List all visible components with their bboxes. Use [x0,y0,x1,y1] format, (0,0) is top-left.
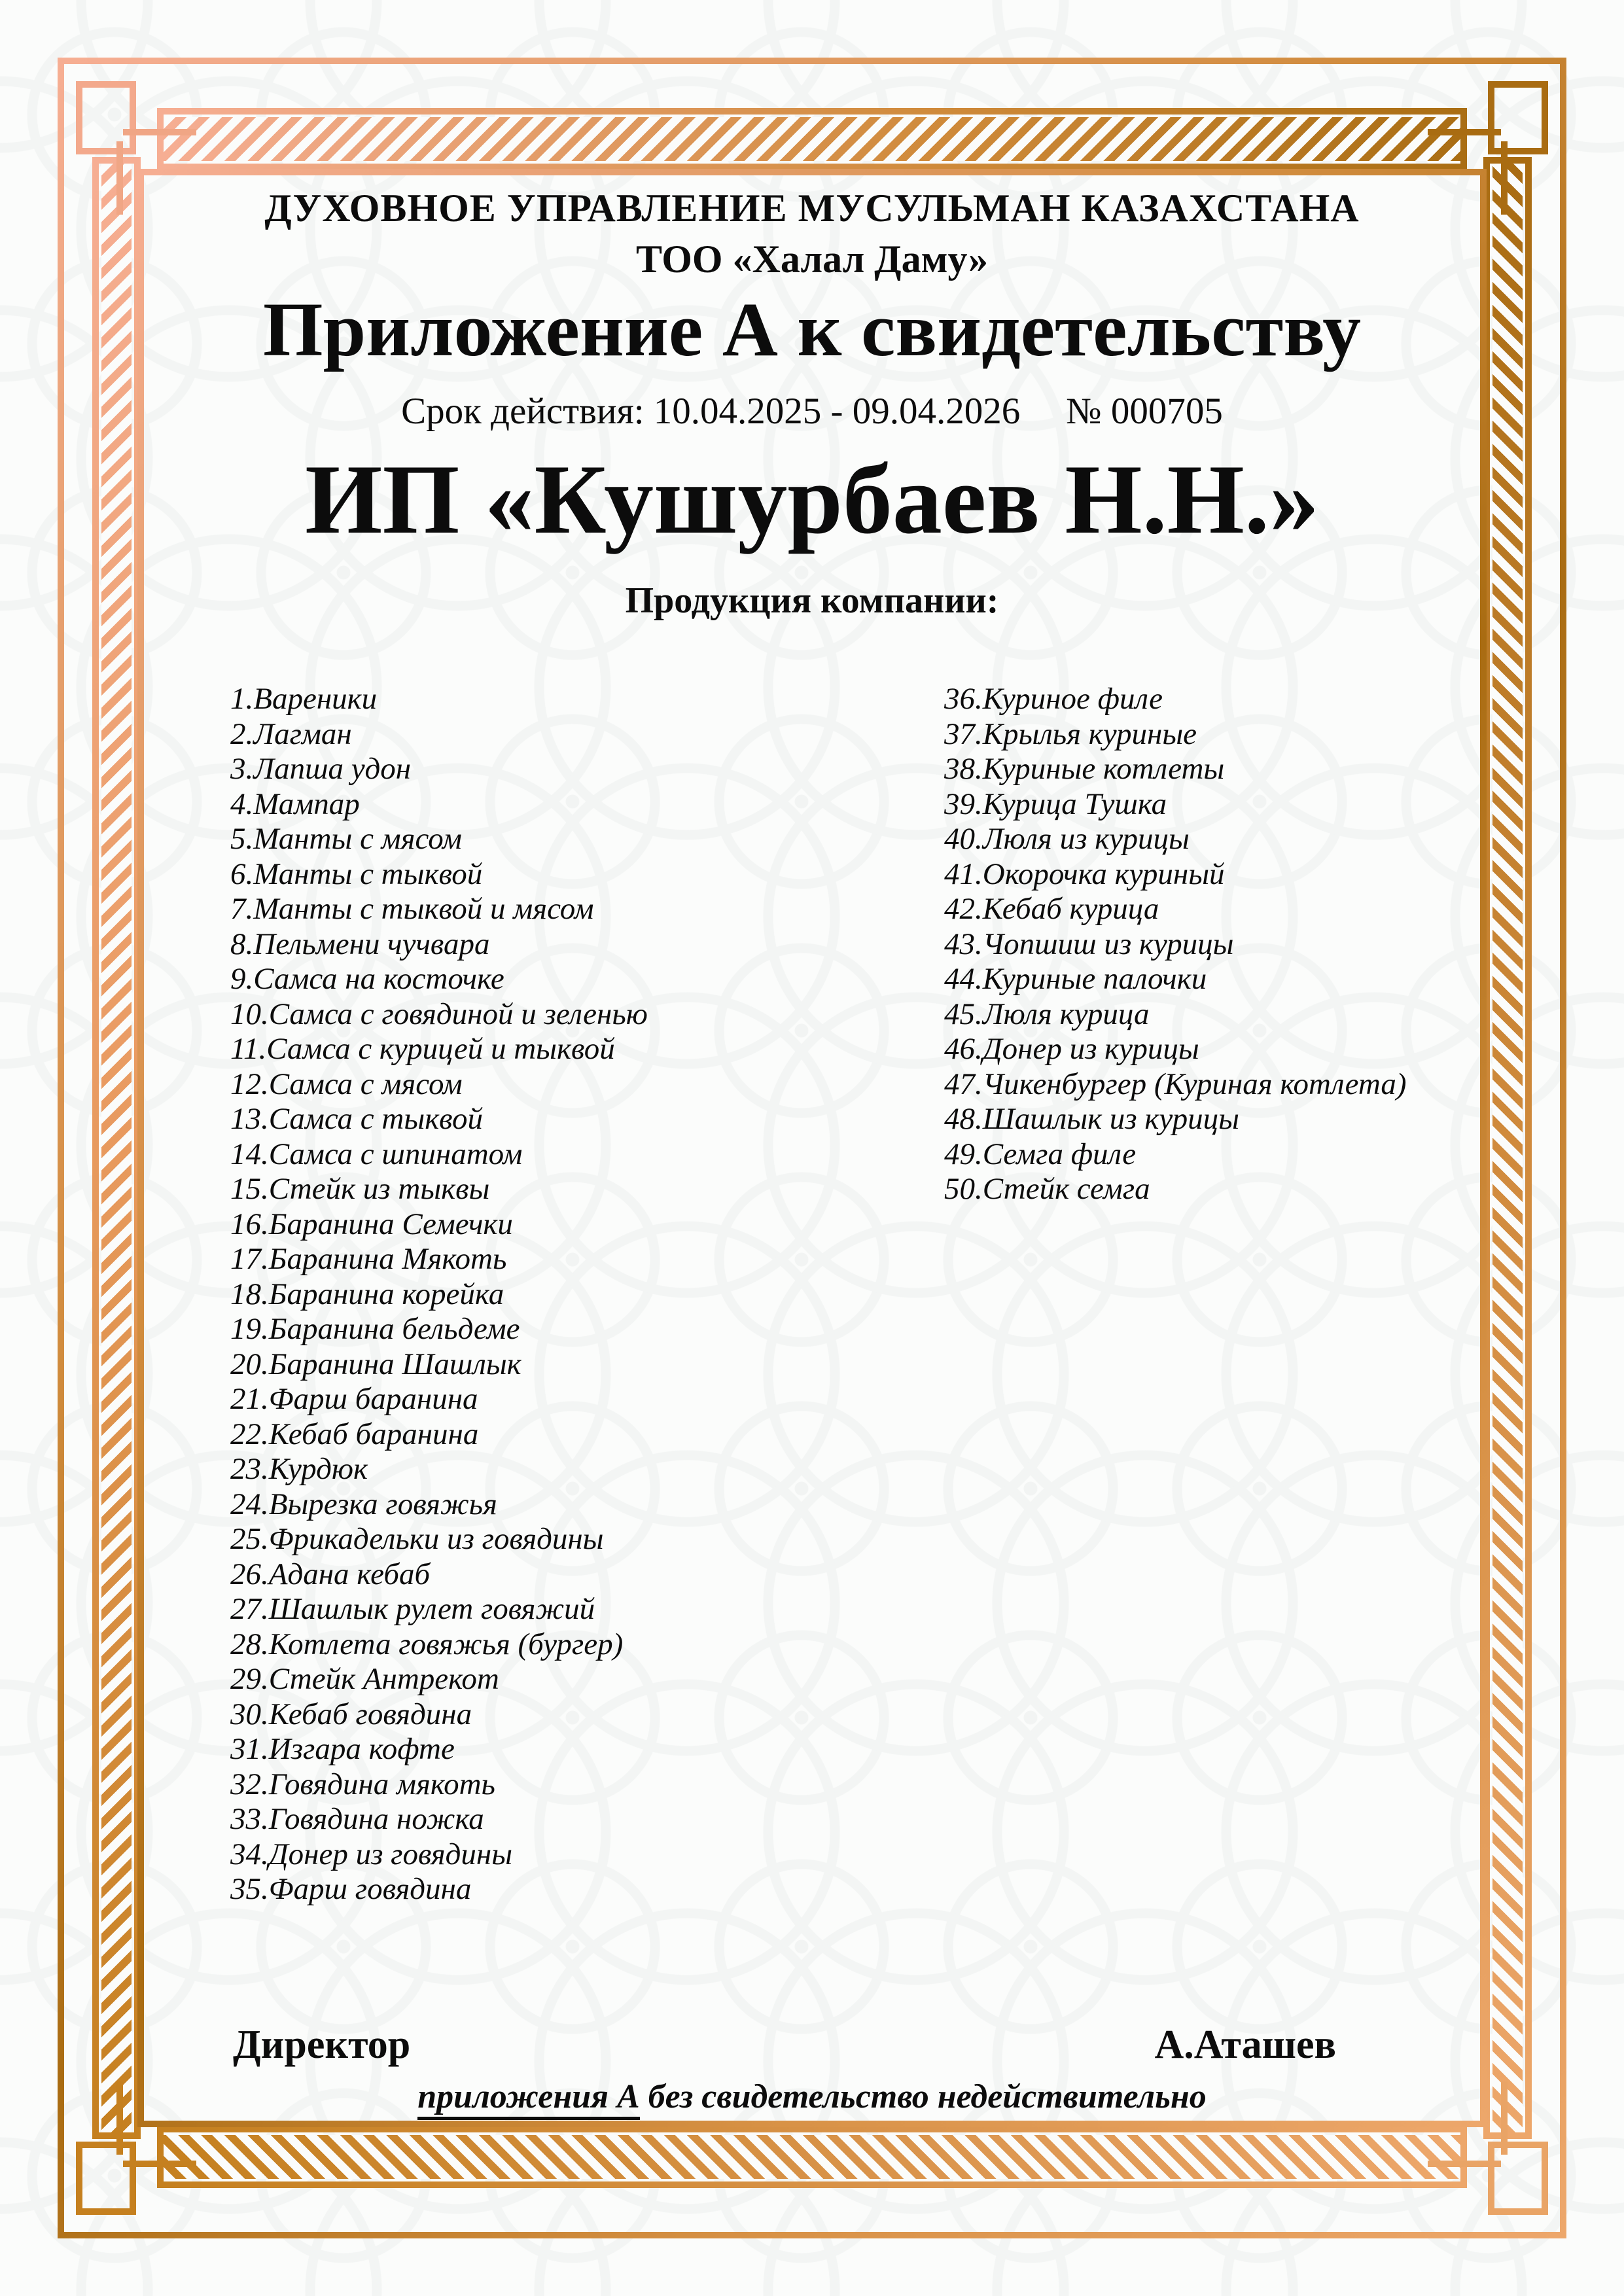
org-name-line1: ДУХОВНОЕ УПРАВЛЕНИЕ МУСУЛЬМАН КАЗАХСТАНА [264,186,1360,230]
signature-row [233,2022,1336,2068]
list-item: 18.Баранина корейка [230,1277,504,1311]
director-name: А.Аташев [1154,2022,1336,2067]
list-item: 21.Фарш баранина [230,1382,478,1416]
list-item: 48.Шашлык из курицы [944,1102,1239,1136]
list-item: 41.Окорочка куриный [944,857,1225,891]
list-item: 26.Адана кебаб [230,1557,431,1591]
list-item: 35.Фарш говядина [230,1872,472,1906]
frame-hatched-band-top [157,108,1467,170]
list-item: 33.Говядина ножка [230,1802,484,1836]
list-item: 17.Баранина Мякоть [230,1242,507,1276]
list-item: 25.Фрикадельки из говядины [230,1522,604,1556]
list-item: 15.Стейк из тыквы [230,1172,490,1206]
list-item: 11.Самса с курицей и тыквой [230,1032,615,1066]
list-item: 4.Мампар [230,786,360,821]
list-item: 28.Котлета говяжья (бургер) [230,1627,624,1661]
list-item: 30.Кебаб говядина [230,1697,472,1731]
certificate-number: № 000705 [1066,391,1223,432]
document-title: Приложение А к свидетельству [262,287,1362,372]
frame-corner-stub [1428,2161,1501,2167]
org-name-line2: ТОО «Халал Даму» [636,238,988,281]
frame-corner-stub [123,2161,196,2167]
footer-note [0,2077,1624,2116]
list-item: 23.Курдюк [230,1452,368,1486]
list-item: 43.Чопшиш из курицы [944,927,1234,961]
list-item: 31.Изгара кофте [230,1732,455,1766]
list-item: 34.Донер из говядины [230,1837,513,1871]
director-label: Директор [233,2022,411,2067]
list-item: 39.Курица Тушка [944,786,1167,821]
products-column-left [230,682,648,1907]
list-item: 16.Баранина Семечки [230,1207,513,1241]
list-item: 24.Вырезка говяжья [230,1487,497,1521]
list-item: 46.Донер из курицы [944,1032,1199,1066]
list-item: 49.Семга филе [944,1137,1137,1171]
list-item: 45.Люля курица [944,997,1150,1031]
list-item: 37.Крылья куриные [944,716,1197,751]
list-item: 20.Баранина Шашлык [230,1347,521,1381]
frame-corner-square-bottom-left [76,2142,136,2215]
validity-period: Срок действия: 10.04.2025 - 09.04.2026 [401,391,1021,432]
list-item: 44.Куриные палочки [944,962,1207,996]
list-item: 22.Кебаб баранина [230,1417,479,1451]
products-column-right [944,682,1407,1207]
list-item: 32.Говядина мякоть [230,1767,495,1801]
list-item: 13.Самса с тыквой [230,1102,483,1136]
list-item: 3.Лапша удон [230,752,412,786]
list-item: 19.Баранина бельдеме [230,1312,520,1346]
list-item: 12.Самса с мясом [230,1067,463,1101]
list-item: 29.Стейк Антрекот [230,1662,499,1696]
frame-corner-stub [1428,129,1501,135]
frame-corner-square-top-right [1488,81,1548,154]
list-item: 6.Манты с тыквой [230,857,483,891]
frame-corner-stub [123,129,196,135]
frame-hatched-band-bottom [157,2126,1467,2188]
list-item: 47.Чикенбургер (Куриная котлета) [944,1067,1407,1101]
list-item: 9.Самса на косточке [230,962,504,996]
list-item: 2.Лагман [230,716,352,751]
frame-corner-square-bottom-right [1488,2142,1548,2215]
company-name: ИП «Кушурбаев Н.Н.» [305,444,1319,554]
list-item: 40.Люля из курицы [944,822,1190,856]
list-item: 7.Манты с тыквой и мясом [230,892,594,926]
list-item: 10.Самса с говядиной и зеленью [230,997,648,1031]
list-item: 8.Пельмени чучвара [230,927,490,961]
footer-note-underlined: приложения А [417,2078,639,2120]
list-item: 27.Шашлык рулет говяжий [230,1592,595,1626]
list-item: 1.Вареники [230,682,378,716]
list-item: 50.Стейк семга [944,1172,1150,1206]
list-item: 42.Кебаб курица [944,892,1159,926]
validity-row [0,390,1624,433]
frame-corner-square-top-left [76,81,136,154]
list-item: 5.Манты с мясом [230,822,462,856]
products-section-label: Продукция компании: [625,580,999,621]
list-item: 38.Куриные котлеты [944,752,1225,786]
list-item: 14.Самса с шпинатом [230,1137,523,1171]
list-item: 36.Куриное филе [944,682,1163,716]
footer-note-rest: без свидетельство недействительно [639,2078,1207,2115]
